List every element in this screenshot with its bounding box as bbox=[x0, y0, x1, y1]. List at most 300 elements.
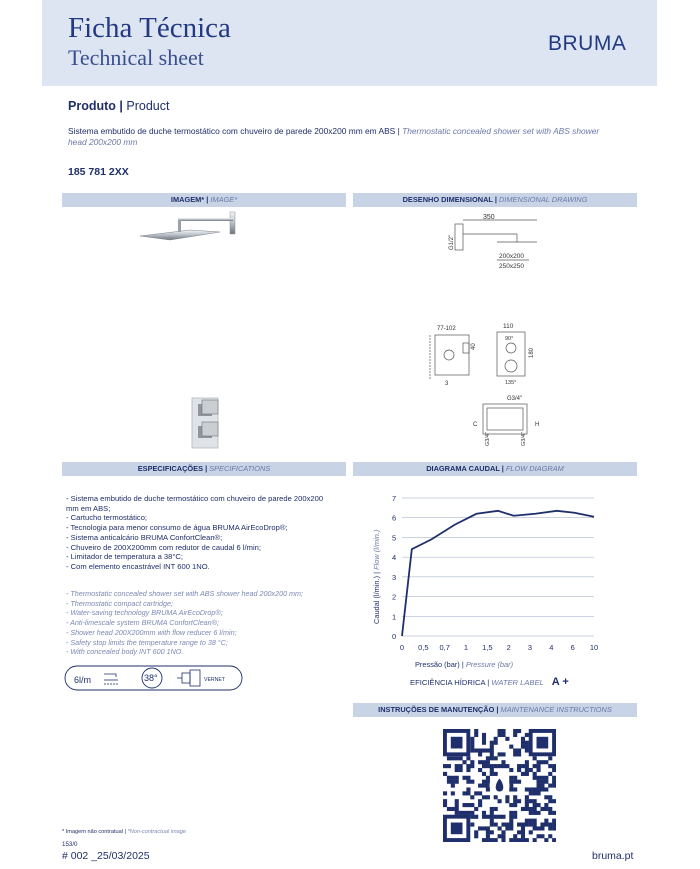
section-drawing-en: DIMENSIONAL DRAWING bbox=[498, 195, 588, 204]
maintenance-qr-code[interactable] bbox=[443, 729, 556, 842]
qr-module bbox=[513, 795, 517, 799]
qr-module bbox=[482, 772, 486, 776]
badge-flow-text: 6l/m bbox=[74, 675, 92, 685]
shower-flow-icon bbox=[104, 674, 118, 685]
qr-module bbox=[474, 791, 478, 795]
qr-module bbox=[474, 748, 478, 752]
qr-module bbox=[482, 815, 486, 819]
qr-module bbox=[462, 760, 466, 764]
qr-module bbox=[509, 745, 513, 749]
dim-g34-right: G3/4" bbox=[521, 432, 527, 446]
qr-module bbox=[486, 834, 490, 838]
qr-module bbox=[552, 780, 556, 784]
spec-en-item: - Thermostatic compact cartridge; bbox=[66, 598, 174, 608]
qr-module bbox=[517, 838, 521, 842]
qr-module bbox=[494, 764, 498, 768]
chart-x-axis-label: Pressão (bar) | Pressure (bar) bbox=[415, 660, 514, 669]
dim-110: 110 bbox=[503, 323, 514, 330]
qr-module bbox=[486, 776, 490, 780]
product-description: Sistema embutido de duche termostático com chuveiro de parede 200x200 mm em ABS | Thermostatic concealed shower set with ABS shower head 200x200 mm bbox=[68, 126, 600, 147]
qr-module bbox=[494, 815, 498, 819]
qr-module bbox=[443, 799, 447, 803]
qr-module bbox=[474, 815, 478, 819]
y-tick-label: 1 bbox=[392, 612, 397, 622]
qr-module bbox=[533, 803, 537, 807]
qr-module bbox=[501, 729, 505, 733]
qr-module bbox=[486, 760, 490, 764]
qr-module bbox=[494, 756, 498, 760]
qr-module bbox=[494, 823, 498, 827]
qr-module bbox=[482, 748, 486, 752]
qr-module bbox=[459, 764, 463, 768]
qr-module bbox=[501, 764, 505, 768]
qr-module bbox=[459, 768, 463, 772]
section-maintenance-pt: INSTRUÇÕES DE MANUTENÇÃO bbox=[378, 705, 495, 714]
cartridge-icon bbox=[177, 670, 200, 686]
qr-module bbox=[490, 823, 494, 827]
qr-module bbox=[533, 799, 537, 803]
qr-module bbox=[501, 752, 505, 756]
qr-module bbox=[521, 834, 525, 838]
qr-module bbox=[540, 787, 544, 791]
qr-module bbox=[474, 834, 478, 838]
qr-module bbox=[482, 780, 486, 784]
qr-module bbox=[443, 764, 447, 768]
qr-module bbox=[498, 752, 502, 756]
qr-module bbox=[509, 823, 513, 827]
section-drawing: DESENHO DIMENSIONAL | DIMENSIONAL DRAWING bbox=[353, 193, 637, 207]
qr-module bbox=[451, 784, 455, 788]
qr-module bbox=[455, 799, 459, 803]
qr-module bbox=[513, 838, 517, 842]
issue-date: # 002 _25/03/2025 bbox=[62, 850, 150, 862]
qr-module bbox=[544, 819, 548, 823]
x-tick-label: 1 bbox=[463, 643, 469, 652]
qr-module bbox=[525, 764, 529, 768]
qr-module bbox=[443, 791, 447, 795]
y-tick-label: 6 bbox=[392, 513, 397, 523]
qr-module bbox=[509, 780, 513, 784]
section-drawing-pt: DESENHO DIMENSIONAL bbox=[402, 195, 493, 204]
qr-module bbox=[513, 811, 517, 815]
qr-module bbox=[470, 764, 474, 768]
ylabel-en: Flow (l/min.) bbox=[372, 529, 381, 570]
qr-module bbox=[525, 795, 529, 799]
y-tick-label: 7 bbox=[392, 494, 397, 503]
qr-module bbox=[455, 768, 459, 772]
dim-depth: 77-102 bbox=[437, 326, 456, 332]
x-tick-label: 1,5 bbox=[482, 643, 493, 652]
qr-module bbox=[474, 733, 478, 737]
qr-module bbox=[517, 748, 521, 752]
qr-module bbox=[529, 768, 533, 772]
qr-module bbox=[552, 838, 556, 842]
product-label-en: Product bbox=[126, 99, 170, 113]
qr-module bbox=[447, 776, 451, 780]
qr-module bbox=[490, 772, 494, 776]
water-efficiency: EFICIÊNCIA HÍDRICA | WATER LABEL A + bbox=[410, 676, 569, 688]
qr-module bbox=[498, 729, 502, 733]
qr-module bbox=[470, 737, 474, 741]
section-flow-en: FLOW DIAGRAM bbox=[505, 464, 564, 473]
qr-module bbox=[447, 807, 451, 811]
qr-module bbox=[529, 819, 533, 823]
spec-en-item: - With concealed body INT 600 1NO. bbox=[66, 647, 184, 657]
qr-module bbox=[455, 803, 459, 807]
qr-module bbox=[482, 826, 486, 830]
qr-module bbox=[486, 826, 490, 830]
dim-180: 180 bbox=[529, 347, 535, 358]
qr-module bbox=[486, 838, 490, 842]
efficiency-label-pt: EFICIÊNCIA HÍDRICA bbox=[410, 678, 486, 687]
dim-135deg: 135° bbox=[505, 380, 517, 386]
footnote: * Imagem não contratual | *Non-contractual image bbox=[62, 829, 186, 835]
qr-module bbox=[486, 787, 490, 791]
qr-module bbox=[517, 752, 521, 756]
spec-pt-item: - Sistema embutido de duche termostático com chuveiro de parede 200x200 mm em ABS; bbox=[66, 494, 324, 513]
dim-350: 350 bbox=[483, 214, 495, 221]
qr-module bbox=[540, 776, 544, 780]
qr-module bbox=[498, 815, 502, 819]
qr-module bbox=[443, 772, 447, 776]
dim-40: 40 bbox=[471, 343, 477, 350]
qr-module bbox=[525, 748, 529, 752]
qr-module bbox=[540, 834, 544, 838]
qr-module bbox=[544, 807, 548, 811]
qr-module bbox=[466, 811, 470, 815]
qr-module bbox=[533, 776, 537, 780]
qr-module bbox=[505, 799, 509, 803]
shower-head-image bbox=[130, 210, 245, 245]
flow-chart bbox=[362, 484, 612, 674]
qr-module bbox=[470, 811, 474, 815]
qr-module bbox=[544, 823, 548, 827]
qr-module bbox=[517, 780, 521, 784]
qr-module bbox=[525, 768, 529, 772]
product-code: 185 781 2XX bbox=[68, 166, 129, 178]
spec-pt-item: - Chuveiro de 200X200mm com redutor de caudal 6 l/min; bbox=[66, 542, 262, 552]
qr-module bbox=[548, 764, 552, 768]
qr-module bbox=[455, 764, 459, 768]
qr-module bbox=[537, 780, 541, 784]
qr-module bbox=[498, 826, 502, 830]
qr-module bbox=[525, 772, 529, 776]
qr-module bbox=[525, 838, 529, 842]
product-heading: Produto | Product bbox=[68, 99, 170, 113]
qr-module bbox=[525, 819, 529, 823]
qr-module bbox=[544, 787, 548, 791]
qr-module bbox=[533, 807, 537, 811]
qr-module bbox=[521, 826, 525, 830]
qr-module bbox=[478, 760, 482, 764]
qr-module bbox=[513, 803, 517, 807]
dim-g34-top: G3/4" bbox=[507, 396, 523, 402]
qr-module bbox=[447, 780, 451, 784]
qr-module bbox=[513, 787, 517, 791]
qr-module bbox=[513, 799, 517, 803]
qr-finder-core bbox=[451, 737, 463, 749]
qr-module bbox=[478, 791, 482, 795]
spec-pt-item: - Sistema anticalcário BRUMA ConfortClean®; bbox=[66, 532, 223, 542]
qr-module bbox=[486, 784, 490, 788]
spec-pt-item: - Cartucho termostático; bbox=[66, 513, 148, 523]
section-specs: ESPECIFICAÇÕES | SPECIFICATIONS bbox=[62, 462, 346, 476]
qr-module bbox=[505, 795, 509, 799]
qr-module bbox=[490, 815, 494, 819]
qr-module bbox=[482, 764, 486, 768]
qr-module bbox=[466, 787, 470, 791]
qr-module bbox=[509, 784, 513, 788]
qr-module bbox=[470, 760, 474, 764]
qr-module bbox=[521, 830, 525, 834]
qr-module bbox=[490, 752, 494, 756]
qr-module bbox=[509, 838, 513, 842]
qr-module bbox=[451, 776, 455, 780]
badge-temp-text: 38° bbox=[144, 673, 158, 683]
qr-module bbox=[513, 748, 517, 752]
qr-module bbox=[451, 791, 455, 795]
qr-module bbox=[470, 748, 474, 752]
qr-module bbox=[513, 752, 517, 756]
qr-module bbox=[478, 799, 482, 803]
qr-module bbox=[537, 834, 541, 838]
qr-finder-core bbox=[537, 737, 549, 749]
qr-module bbox=[525, 823, 529, 827]
qr-module bbox=[552, 776, 556, 780]
qr-module bbox=[513, 733, 517, 737]
x-tick-label: 0,7 bbox=[439, 643, 450, 652]
qr-module bbox=[548, 756, 552, 760]
qr-module bbox=[537, 760, 541, 764]
qr-module bbox=[517, 830, 521, 834]
qr-module bbox=[498, 834, 502, 838]
qr-module bbox=[552, 799, 556, 803]
dim-head-2: 250x250 bbox=[499, 263, 524, 270]
qr-module bbox=[470, 745, 474, 749]
qr-module bbox=[466, 756, 470, 760]
qr-module bbox=[482, 733, 486, 737]
qr-module bbox=[494, 838, 498, 842]
qr-module bbox=[521, 741, 525, 745]
qr-module bbox=[521, 823, 525, 827]
qr-module bbox=[447, 756, 451, 760]
qr-module bbox=[521, 764, 525, 768]
qr-module bbox=[494, 807, 498, 811]
qr-module bbox=[455, 776, 459, 780]
qr-module bbox=[544, 795, 548, 799]
qr-module bbox=[466, 791, 470, 795]
qr-module bbox=[455, 811, 459, 815]
qr-module bbox=[455, 756, 459, 760]
qr-module bbox=[498, 733, 502, 737]
qr-module bbox=[443, 803, 447, 807]
qr-module bbox=[525, 799, 529, 803]
qr-module bbox=[466, 803, 470, 807]
qr-module bbox=[552, 819, 556, 823]
qr-module bbox=[466, 768, 470, 772]
qr-module bbox=[482, 811, 486, 815]
dim-c: C bbox=[473, 422, 478, 428]
y-tick-label: 3 bbox=[392, 572, 397, 582]
qr-module bbox=[513, 815, 517, 819]
qr-module bbox=[505, 823, 509, 827]
spec-en-item: - Anti-limescale system BRUMA ConfortClean®; bbox=[66, 618, 219, 628]
qr-module bbox=[529, 791, 533, 795]
qr-module bbox=[548, 799, 552, 803]
description-pt: Sistema embutido de duche termostático com chuveiro de parede 200x200 mm em ABS bbox=[68, 126, 396, 136]
qr-module bbox=[521, 745, 525, 749]
qr-module bbox=[501, 823, 505, 827]
page-subtitle: Technical sheet bbox=[68, 45, 204, 70]
qr-module bbox=[509, 811, 513, 815]
qr-module bbox=[517, 799, 521, 803]
qr-module bbox=[466, 780, 470, 784]
qr-module bbox=[482, 741, 486, 745]
qr-module bbox=[490, 830, 494, 834]
y-tick-label: 5 bbox=[392, 533, 397, 543]
qr-module bbox=[509, 787, 513, 791]
qr-module bbox=[548, 826, 552, 830]
qr-module bbox=[552, 823, 556, 827]
qr-module bbox=[501, 838, 505, 842]
qr-module bbox=[533, 819, 537, 823]
qr-module bbox=[537, 784, 541, 788]
qr-module bbox=[552, 784, 556, 788]
section-image-pt: IMAGEM* bbox=[170, 195, 205, 204]
qr-module bbox=[490, 764, 494, 768]
qr-module bbox=[482, 737, 486, 741]
section-specs-en: SPECIFICATIONS bbox=[209, 464, 271, 473]
qr-module bbox=[544, 838, 548, 842]
qr-module bbox=[548, 795, 552, 799]
qr-module bbox=[537, 803, 541, 807]
x-tick-label: 3 bbox=[527, 643, 533, 652]
qr-module bbox=[517, 764, 521, 768]
qr-module bbox=[533, 826, 537, 830]
qr-module bbox=[513, 729, 517, 733]
qr-module bbox=[544, 760, 548, 764]
qr-module bbox=[462, 791, 466, 795]
y-tick-label: 4 bbox=[392, 553, 397, 563]
product-label-pt: Produto bbox=[68, 99, 116, 113]
qr-module bbox=[501, 760, 505, 764]
feature-badges bbox=[64, 664, 244, 692]
dim-head-1: 200x200 bbox=[499, 253, 524, 260]
specs-en-list bbox=[66, 589, 346, 657]
qr-module bbox=[466, 776, 470, 780]
chart-y-axis-label: Caudal (l/min.) | Flow (l/min.) bbox=[372, 529, 381, 624]
qr-module bbox=[533, 756, 537, 760]
qr-module bbox=[537, 768, 541, 772]
qr-module bbox=[494, 737, 498, 741]
qr-module bbox=[478, 752, 482, 756]
dim-h: H bbox=[535, 422, 540, 428]
qr-module bbox=[486, 748, 490, 752]
qr-module bbox=[509, 768, 513, 772]
x-tick-label: 10 bbox=[589, 643, 599, 652]
xlabel-en: Pressure (bar) bbox=[465, 660, 514, 669]
qr-module bbox=[490, 768, 494, 772]
qr-module bbox=[509, 815, 513, 819]
qr-module bbox=[501, 834, 505, 838]
ylabel-pt: Caudal (l/min.) bbox=[372, 575, 381, 624]
qr-module bbox=[533, 791, 537, 795]
thermostat-plate-image bbox=[178, 396, 233, 452]
qr-module bbox=[462, 811, 466, 815]
qr-module bbox=[470, 803, 474, 807]
x-tick-label: 2 bbox=[506, 643, 511, 652]
dim-90deg: 90° bbox=[505, 336, 514, 342]
qr-module bbox=[552, 826, 556, 830]
dim-3: 3 bbox=[445, 381, 449, 387]
website-link[interactable]: bruma.pt bbox=[592, 850, 634, 862]
qr-module bbox=[540, 784, 544, 788]
qr-module bbox=[525, 733, 529, 737]
dim-g34-left: G3/4" bbox=[485, 432, 491, 446]
qr-module bbox=[525, 745, 529, 749]
qr-module bbox=[451, 807, 455, 811]
qr-module bbox=[478, 748, 482, 752]
qr-module bbox=[486, 780, 490, 784]
qr-module bbox=[505, 737, 509, 741]
flow-series-line bbox=[402, 511, 594, 636]
qr-module bbox=[459, 811, 463, 815]
section-image-en: IMAGE* bbox=[210, 195, 238, 204]
qr-module bbox=[451, 780, 455, 784]
qr-module bbox=[533, 811, 537, 815]
qr-module bbox=[501, 830, 505, 834]
qr-module bbox=[529, 807, 533, 811]
qr-module bbox=[509, 776, 513, 780]
spec-pt-item: - Limitador de temperatura a 38°C; bbox=[66, 552, 183, 562]
section-specs-pt: ESPECIFICAÇÕES bbox=[137, 464, 204, 473]
description-en: Thermostatic concealed shower set with ABS shower head 200x200 mm bbox=[68, 126, 600, 147]
qr-module bbox=[462, 803, 466, 807]
brand-logo: BRUMA bbox=[548, 32, 627, 55]
qr-module bbox=[482, 760, 486, 764]
qr-module bbox=[466, 764, 470, 768]
qr-module bbox=[540, 823, 544, 827]
qr-module bbox=[478, 768, 482, 772]
qr-module bbox=[494, 772, 498, 776]
chart-x-ticks bbox=[400, 643, 598, 652]
qr-module bbox=[529, 799, 533, 803]
qr-module bbox=[548, 834, 552, 838]
qr-module bbox=[490, 819, 494, 823]
qr-module bbox=[501, 733, 505, 737]
qr-module bbox=[540, 780, 544, 784]
qr-module bbox=[552, 764, 556, 768]
footnote-en: *Non-contractual image bbox=[127, 829, 186, 835]
qr-module bbox=[540, 826, 544, 830]
qr-module bbox=[494, 795, 498, 799]
qr-module bbox=[490, 748, 494, 752]
spec-pt-item: - Com elemento encastrável INT 600 1NO. bbox=[66, 561, 210, 571]
qr-module bbox=[447, 764, 451, 768]
qr-module bbox=[478, 803, 482, 807]
qr-module bbox=[478, 784, 482, 788]
qr-module bbox=[505, 764, 509, 768]
specs-pt-list bbox=[66, 494, 336, 572]
qr-module bbox=[521, 772, 525, 776]
qr-module bbox=[470, 823, 474, 827]
qr-module bbox=[490, 756, 494, 760]
qr-module bbox=[540, 807, 544, 811]
qr-module bbox=[498, 764, 502, 768]
x-tick-label: 0,5 bbox=[418, 643, 429, 652]
qr-module bbox=[513, 834, 517, 838]
qr-module bbox=[490, 838, 494, 842]
